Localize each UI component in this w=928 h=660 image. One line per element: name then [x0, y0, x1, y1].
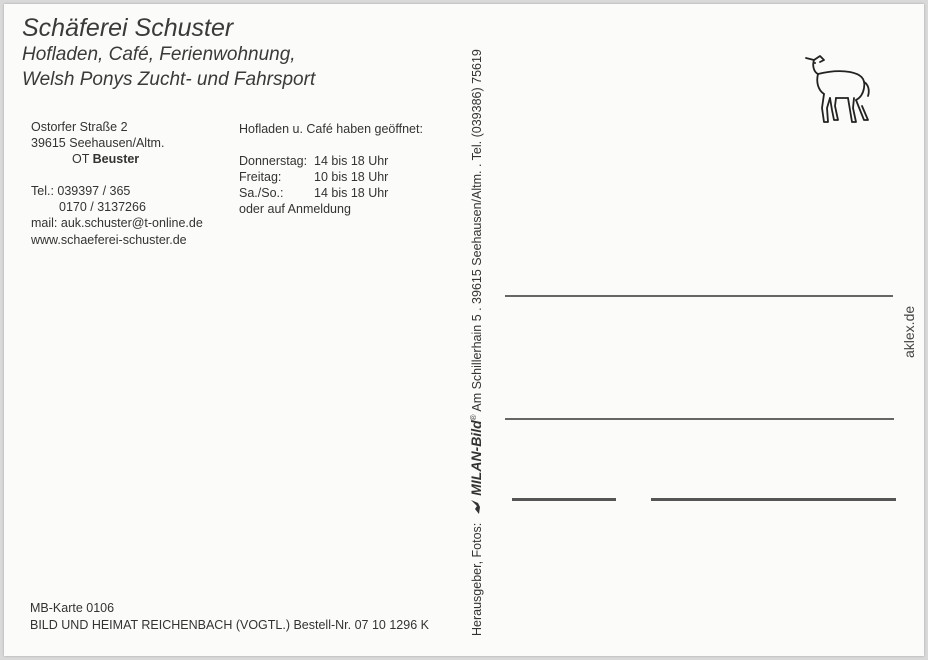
- hours-day-3: Sa./So.:: [239, 186, 284, 200]
- hours-time-1: 14 bis 18 Uhr: [314, 154, 389, 168]
- hours-note: oder auf Anmeldung: [239, 202, 351, 216]
- zip-line: [512, 498, 616, 501]
- district-prefix: OT: [72, 152, 90, 166]
- watermark-text: aklex.de: [901, 305, 917, 358]
- bird-logo-icon: [468, 499, 487, 515]
- vertical-publisher-text: [468, 49, 487, 636]
- hours-time-2: 10 bis 18 Uhr: [314, 170, 389, 184]
- district-name: Beuster: [92, 152, 140, 166]
- mobile-text: 0170 / 3137266: [59, 200, 146, 214]
- publisher-prefix: Herausgeber, Fotos:: [470, 522, 484, 636]
- hours-heading: Hofladen u. Café haben geöffnet:: [239, 122, 423, 136]
- publisher-line: BILD UND HEIMAT REICHENBACH (VOGTL.) Bestell-Nr. 07 10 1296 K: [30, 618, 429, 632]
- address-line-1: [505, 295, 893, 297]
- lamb-icon: [802, 48, 874, 131]
- address-line-2: [505, 418, 894, 420]
- page-title: Schäferei Schuster: [22, 14, 234, 42]
- subtitle-line-1: Hofladen, Café, Ferienwohnung,: [22, 44, 296, 65]
- address-street: Ostorfer Straße 2: [31, 120, 128, 134]
- website-text: www.schaeferei-schuster.de: [31, 233, 187, 247]
- address-district: [72, 152, 139, 166]
- address-city: 39615 Seehausen/Altm.: [31, 136, 165, 150]
- phone-text: Tel.: 039397 / 365: [31, 184, 131, 198]
- hours-day-2: Freitag:: [239, 170, 282, 184]
- mail-text: mail: auk.schuster@t-online.de: [31, 216, 203, 230]
- hours-day-1: Donnerstag:: [239, 154, 308, 168]
- city-line: [651, 498, 896, 501]
- hours-time-3: 14 bis 18 Uhr: [314, 186, 389, 200]
- brand-mark: ®: [468, 414, 478, 421]
- subtitle-line-2: Welsh Ponys Zucht- und Fahrsport: [22, 69, 316, 90]
- postcard-back: [4, 4, 924, 656]
- milan-brand: MILAN-Bild: [468, 420, 484, 496]
- publisher-address: Am Schillerhain 5 . 39615 Seehausen/Altm. . Tel. (039386) 75619: [470, 49, 484, 412]
- card-number: MB-Karte 0106: [30, 601, 115, 615]
